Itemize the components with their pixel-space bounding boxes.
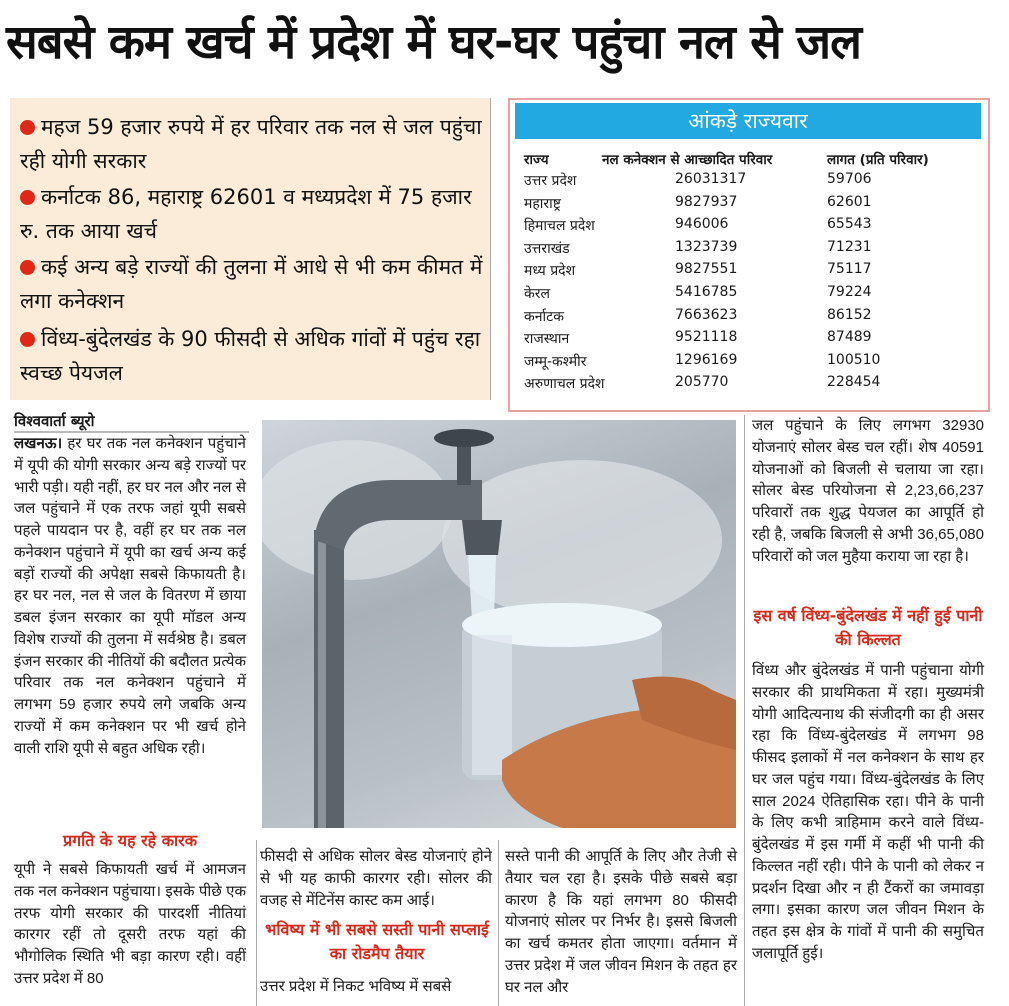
- bullet-dot-icon: [20, 260, 35, 275]
- cell-connections: 1296169: [675, 351, 738, 368]
- column-divider: [744, 415, 745, 1006]
- cell-state: जम्मू-कश्मीर: [524, 353, 587, 370]
- cell-state: उत्तर प्रदेश: [524, 173, 577, 189]
- article-paragraph: यूपी ने सबसे किफायती खर्च में आमजन तक नल कनेक्शन पहुंचाया। इसके पीछे एक तरफ योगी सरकार की पारदर्शी नीतियां कारगर रहीं तो दूसरी तरफ यहां की भौगोलिक स्थिति भी बड़ा कारण रही। वहीं उत्तर प्रदेश में 80: [14, 861, 246, 987]
- cell-state: अरुणाचल प्रदेश: [524, 376, 605, 393]
- article-column-4b: [752, 660, 984, 965]
- bullet-dot-icon: [20, 120, 35, 135]
- highlight-item: महज 59 हजार रुपये में हर परिवार तक नल से जल पहुंचा रही योगी सरकार: [20, 115, 482, 173]
- cell-connections: 7663623: [675, 306, 738, 323]
- cell-state: मध्य प्रदेश: [524, 263, 576, 280]
- article-column-1: [14, 433, 246, 759]
- headline: सबसे कम खर्च में प्रदेश में घर-घर पहुंचा नल से जल: [6, 15, 862, 70]
- header-connections: नल कनेक्शन से आच्छादित परिवार: [602, 152, 773, 168]
- cell-cost: 79224: [827, 284, 872, 300]
- cell-cost: 59706: [827, 171, 872, 187]
- cell-cost: 228454: [827, 374, 881, 391]
- cell-connections: 9827937: [675, 193, 738, 210]
- article-paragraph: फीसदी से अधिक सोलर बेस्ड योजनाएं होने से भी यह काफी कारगर रही। सोलर की वजह से मेंटिनेंस कास्ट कम आई।: [260, 848, 492, 909]
- cell-cost: 75117: [827, 261, 872, 278]
- highlight-item: विंध्य-बुंदेलखंड के 90 फीसदी से अधिक गांवों में पहुंच रहा स्वच्छ पेयजल: [20, 327, 481, 385]
- article-column-2b: [260, 976, 492, 998]
- cell-connections: 5416785: [675, 284, 738, 300]
- highlight-item: कई अन्य बड़े राज्यों की तुलना में आधे से भी कम कीमत में लगा कनेक्शन: [20, 255, 483, 313]
- header-state: राज्य: [524, 152, 549, 168]
- article-column-4: [752, 415, 984, 567]
- cell-cost: 100510: [827, 351, 881, 368]
- column-divider: [498, 840, 499, 1006]
- article-column-3: [505, 846, 737, 998]
- article-paragraph: सस्ते पानी की आपूर्ति के लिए और तेजी से तैयार चल रहा है। इसके पीछे सबसे बड़ा कारण है कि यहां लगभग 80 फीसदी योजनाएं सोलर पर निर्भर है। इससे बिजली का खर्च कमतर होता जाएगा। वर्तमान में उत्तर प्रदेश में जल जीवन मिशन के तहत हर घर नल और: [505, 848, 737, 996]
- cell-cost: 86152: [827, 306, 872, 323]
- cell-state: हिमाचल प्रदेश: [524, 218, 595, 235]
- cell-cost: 65543: [827, 216, 872, 233]
- stats-title: आंकड़े राज्यवार: [515, 103, 981, 139]
- byline: विश्ववार्ता ब्यूरो: [14, 411, 249, 433]
- cell-cost: 87489: [827, 329, 872, 346]
- article-paragraph: हर घर तक नल कनेक्शन पहुंचाने में यूपी की योगी सरकार अन्य बड़े राज्यों पर भारी पड़ी। यही नहीं, हर घर नल और नल से जल पहुंचाने में एक तरफ जहां यूपी सबसे पहले पायदान पर है, वहीं हर घर तक नल कनेक्शन पहुंचाने में यूपी का खर्च अन्य कई बड़ों राज्यों की अपेक्षा सबसे किफायती है। हर घर नल, नल से जल के वितरण में छाया डबल इंजन सरकार का यूपी मॉडल अन्य विशेष राज्यों की तुलना में सर्वश्रेष्ठ है। डबल इंजन सरकार की नीतियों की बदौलत प्रत्येक परिवार तक नल कनेक्शन पहुंचाने में लगभग 59 हजार रुपये लगे जबकि अन्य राज्यों में कम कनेक्शन पर भी खर्च होने वाली राशि यूपी से बहुत अधिक रही।: [14, 435, 247, 757]
- state-stats-table: [508, 98, 990, 412]
- cell-state: महाराष्ट्र: [524, 195, 561, 212]
- cell-connections: 946006: [675, 216, 729, 233]
- cell-connections: 26031317: [675, 171, 747, 187]
- header-cost: लागत (प्रति परिवार): [827, 152, 929, 168]
- cell-state: केरल: [524, 286, 550, 302]
- article-column-1b: [14, 859, 246, 990]
- water-tap-icon: [262, 420, 736, 828]
- cell-connections: 205770: [675, 374, 729, 391]
- bullet-dot-icon: [20, 332, 35, 347]
- cell-state: उत्तराखंड: [524, 240, 570, 257]
- tap-water-photo: [262, 420, 736, 828]
- subheading: भविष्य में भी सबसे सस्ती पानी सप्लाई का रोडमैप तैयार: [265, 920, 489, 963]
- article-paragraph: जल पहुंचाने के लिए लगभग 32930 योजनाएं सोलर बेस्ड चल रहीं। शेष 40591 योजनाओं को बिजली से चलाया जा रहा। सोलर बेस्ड परियोजना से 2,23,66,237 परिवारों तक शुद्ध पेयजल का आपूर्ति हो रही है, जबकि बिजली से अभी 36,65,080 परिवारों को जल मुहैया कराया जा रहा है।: [752, 417, 984, 565]
- bullet-dot-icon: [20, 190, 35, 205]
- article-column-2: [260, 846, 492, 911]
- highlights-box: [10, 98, 491, 400]
- cell-cost: 62601: [827, 193, 872, 210]
- column-divider: [256, 840, 257, 1006]
- cell-connections: 1323739: [675, 238, 738, 255]
- article-paragraph: विंध्य और बुंदेलखंड में पानी पहुंचाना योगी सरकार की प्राथमिकता में रहा। मुख्यमंत्री योगी आदित्यनाथ की संजीदगी का ही असर रहा कि विंध्य-बुंदेलखंड में लगभग 98 फीसद इलाकों में नल कनेक्शन के साथ हर घर जल पहुंच गया। विंध्य-बुंदेलखंड के लिए साल 2024 ऐतिहासिक रहा। पीने के पानी के लिए कभी त्राहिमाम करने वाले विंध्य-बुंदेलखंड में इस गर्मी में कहीं भी पानी की किल्लत नहीं रही। पीने के पानी को लेकर न प्रदर्शन दिखा और न ही टैंकरों का जमावड़ा लगा। इसका कारण जल जीवन मिशन के तहत इस क्षेत्र के गांवों में पानी की समुचित जलापूर्ति हुई।: [752, 662, 984, 962]
- subheading: प्रगति के यह रहे कारक: [62, 831, 198, 850]
- highlight-item: कर्नाटक 86, महाराष्ट्र 62601 व मध्यप्रदेश में 75 हजार रु. तक आया खर्च: [20, 185, 472, 243]
- cell-state: कर्नाटक: [524, 308, 564, 325]
- subheading: इस वर्ष विंध्य-बुंदेलखंड में नहीं हुई पानी की किल्लत: [753, 606, 983, 649]
- cell-state: राजस्थान: [524, 331, 570, 348]
- cell-connections: 9521118: [675, 329, 738, 346]
- article-paragraph: उत्तर प्रदेश में निकट भविष्य में सबसे: [260, 978, 452, 995]
- cell-connections: 9827551: [675, 261, 738, 278]
- cell-cost: 71231: [827, 238, 872, 255]
- dateline: लखनऊ।: [14, 435, 63, 452]
